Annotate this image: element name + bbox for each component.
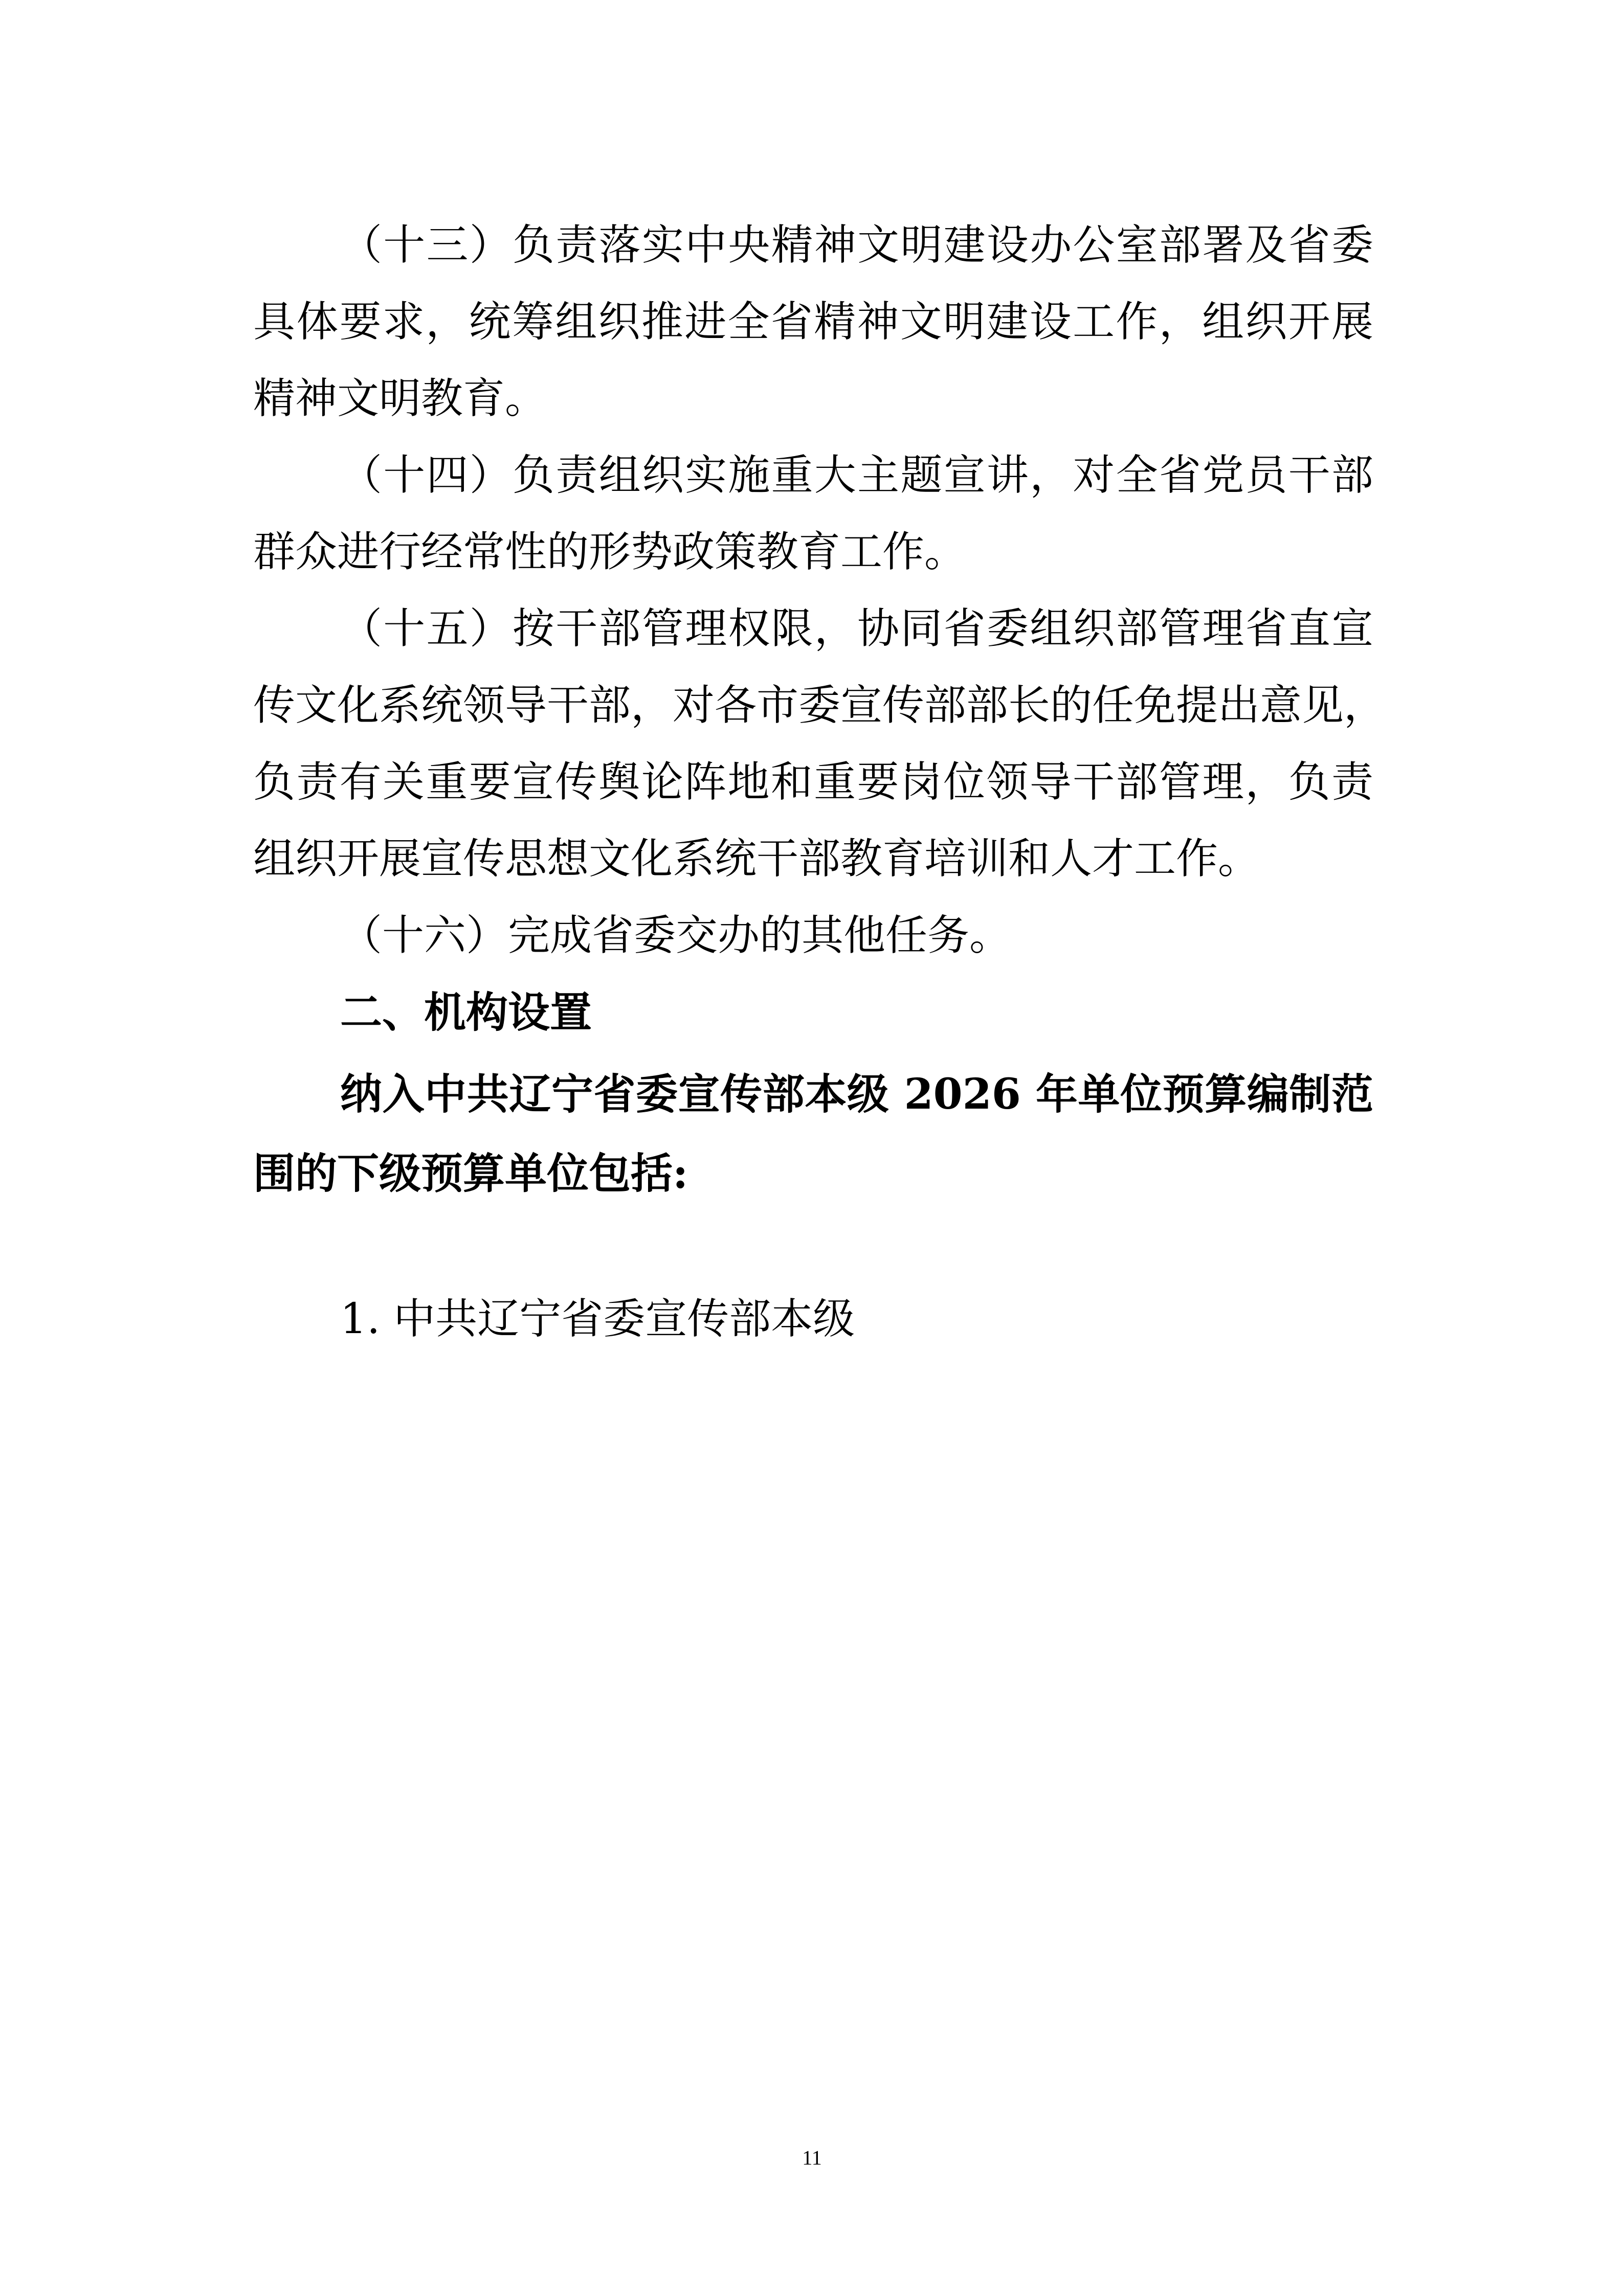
section-heading: 二、机构设置 bbox=[340, 988, 592, 1037]
paragraph-15-line-4: 组织开展宣传思想文化系统干部教育培训和人才工作。 bbox=[253, 835, 1260, 883]
page-number: 11 bbox=[802, 2146, 822, 2169]
section-intro-line-2: 围的下级预算单位包括: bbox=[253, 1149, 688, 1198]
paragraph-14-line-1: （十四）负责组织实施重大主题宣讲，对全省党员干部 bbox=[340, 451, 1373, 500]
paragraph-14-line-2: 群众进行经常性的形势政策教育工作。 bbox=[253, 528, 967, 576]
paragraph-15-line-1: （十五）按干部管理权限，协同省委组织部管理省直宣 bbox=[340, 604, 1373, 653]
paragraph-15-line-2: 传文化系统领导干部，对各市委宣传部部长的任免提出意见， bbox=[253, 681, 1386, 730]
paragraph-15-line-3: 负责有关重要宣传舆论阵地和重要岗位领导干部管理，负责 bbox=[253, 758, 1373, 806]
paragraph-13-line-2: 具体要求，统筹组织推进全省精神文明建设工作，组织开展 bbox=[253, 298, 1373, 346]
section-intro-line-1: 纳入中共辽宁省委宣传部本级 2026 年单位预算编制范 bbox=[340, 1070, 1373, 1119]
paragraph-13-line-1: （十三）负责落实中央精神文明建设办公室部署及省委 bbox=[340, 221, 1373, 269]
unit-list-item: 1. 中共辽宁省委宣传部本级 bbox=[340, 1295, 855, 1343]
paragraph-13-line-3: 精神文明教育。 bbox=[253, 374, 547, 423]
paragraph-16-line-1: （十六）完成省委交办的其他任务。 bbox=[340, 911, 1012, 960]
